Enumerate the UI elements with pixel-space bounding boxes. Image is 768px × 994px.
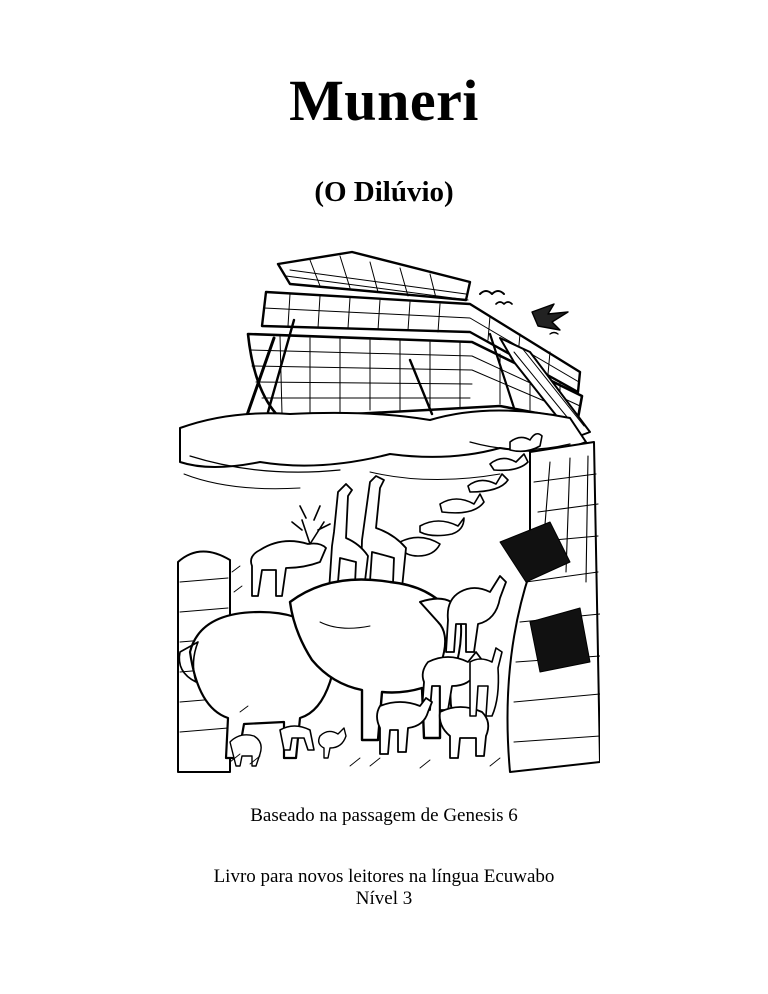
reading-level: Nível 3 [355,888,413,909]
book-title: Muneri [289,68,479,133]
book-subtitle: (O Dilúvio) [314,176,454,208]
source-passage-note: Baseado na passagem de Genesis 6 [250,805,518,826]
noahs-ark-illustration-icon [170,242,600,774]
reader-description: Livro para novos leitores na língua Ecuwabo [213,866,555,887]
